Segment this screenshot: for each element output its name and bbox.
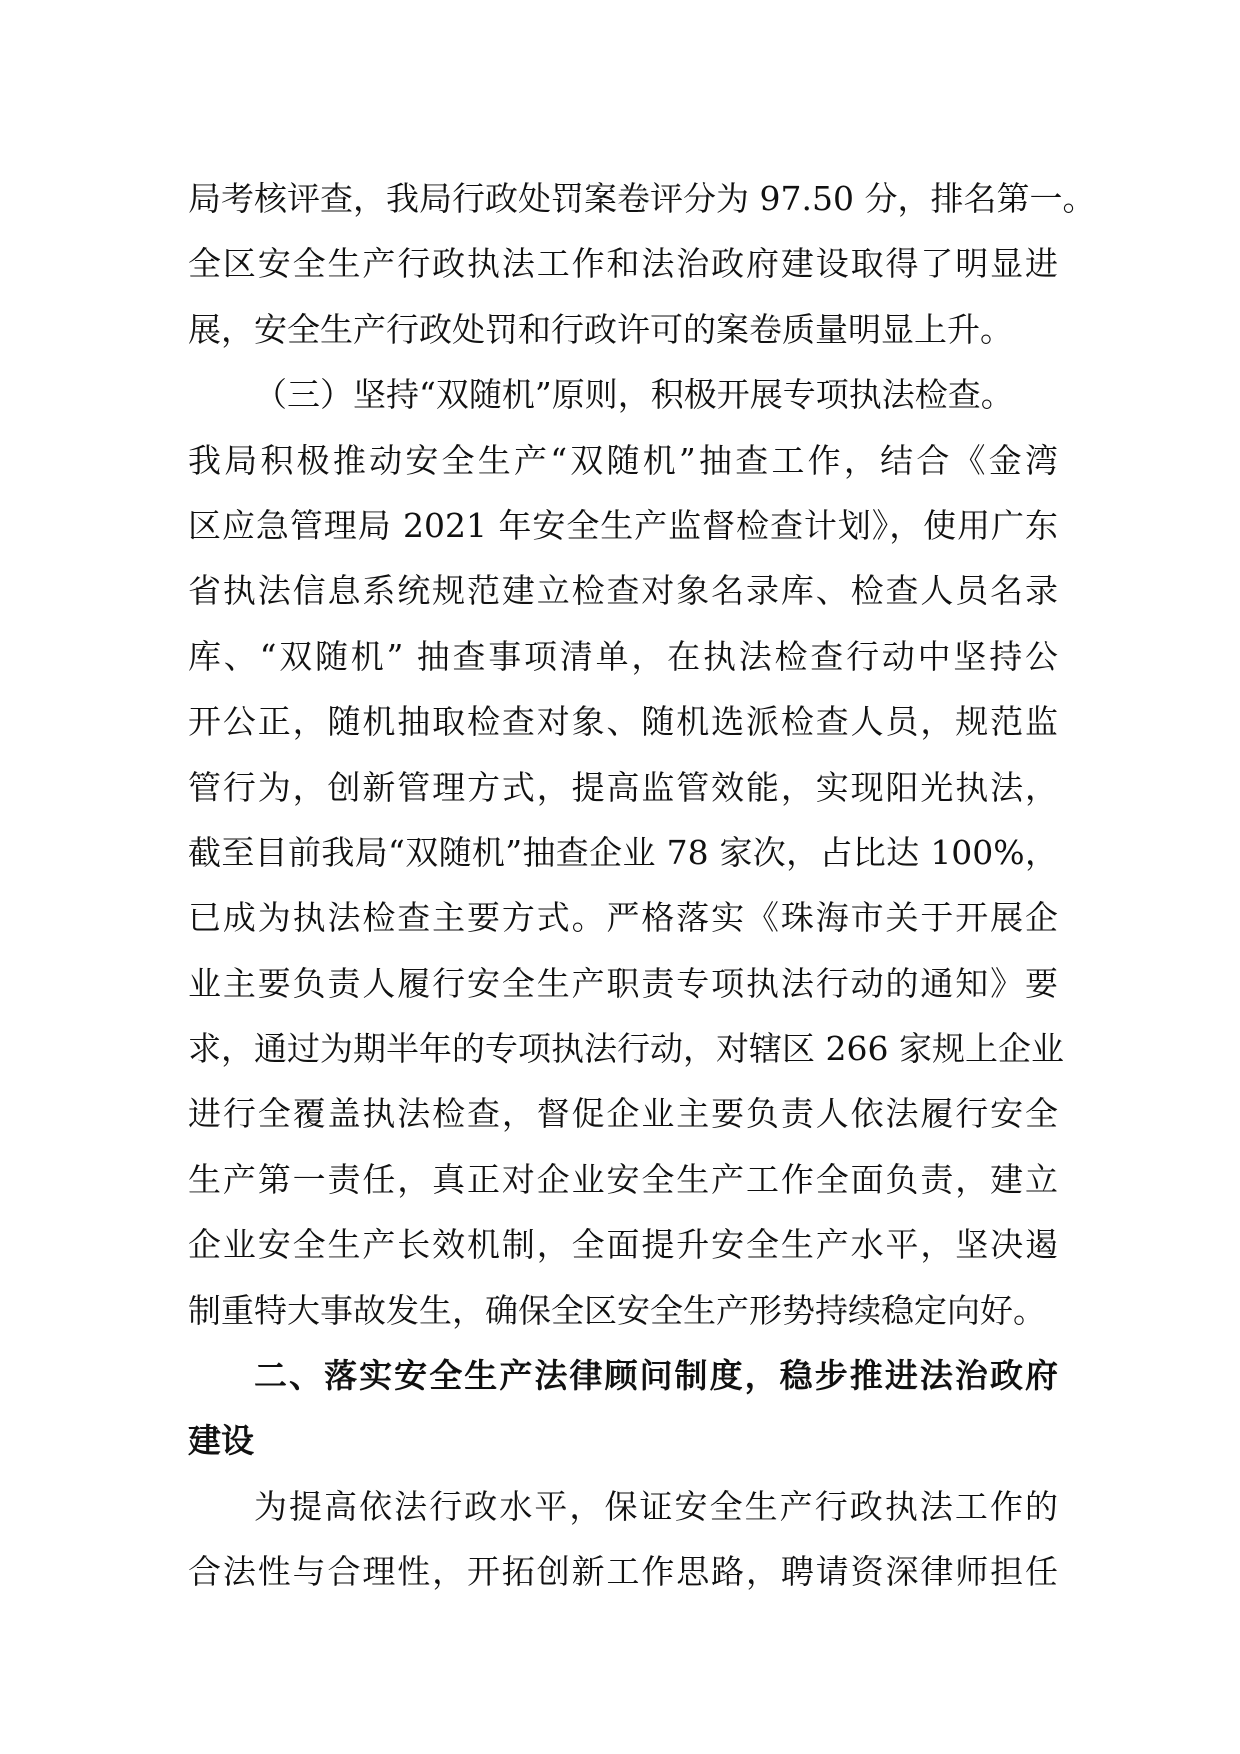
document-body	[188, 166, 1096, 1605]
text-line: 管行为，创新管理方式，提高监管效能，实现阳光执法，	[188, 767, 1058, 807]
text-line: 合法性与合理性，开拓创新工作思路，聘请资深律师担任	[188, 1552, 1058, 1592]
text-line: 展，安全生产行政处罚和行政许可的案卷质量明显上升。	[188, 309, 1013, 349]
text-line: 制重特大事故发生，确保全区安全生产形势持续稳定向好。	[188, 1290, 1046, 1330]
text-line: 截至目前我局“双随机”抽查企业 78 家次，占比达 100%，	[188, 832, 1058, 872]
text-line: 我局积极推动安全生产“双随机”抽查工作，结合《金湾	[188, 440, 1058, 480]
text-line: 区应急管理局 2021 年安全生产监督检查计划》，使用广东	[188, 505, 1058, 545]
text-line: 库、“双随机” 抽查事项清单，在执法检查行动中坚持公	[188, 636, 1058, 676]
text-line: 已成为执法检查主要方式。严格落实《珠海市关于开展企	[188, 898, 1058, 938]
text-line: 省执法信息系统规范建立检查对象名录库、检查人员名录	[188, 571, 1058, 611]
text-line: 为提高依法行政水平，保证安全生产行政执法工作的	[254, 1486, 1058, 1526]
text-line: 求，通过为期半年的专项执法行动，对辖区 266 家规上企业	[188, 1029, 1064, 1069]
text-line: 开公正，随机抽取检查对象、随机选派检查人员，规范监	[188, 702, 1058, 742]
subheading-line: （三）坚持“双随机”原则，积极开展专项执法检查。	[254, 375, 1014, 415]
text-line: 生产第一责任，真正对企业安全生产工作全面负责，建立	[188, 1159, 1058, 1199]
paragraph-legal-advisor	[188, 1474, 1058, 1605]
heading-line: 建设	[188, 1421, 254, 1461]
text-line: 局考核评查，我局行政处罚案卷评分为 97.50 分，排名第一。	[188, 179, 1096, 218]
text-line: 全区安全生产行政执法工作和法治政府建设取得了明显进	[188, 244, 1058, 284]
paragraph-double-random	[188, 362, 1064, 1343]
section-heading	[188, 1343, 1058, 1474]
heading-line: 二、落实安全生产法律顾问制度，稳步推进法治政府	[254, 1356, 1058, 1396]
text-line: 进行全覆盖执法检查，督促企业主要负责人依法履行安全	[188, 1094, 1058, 1134]
text-line: 业主要负责人履行安全生产职责专项执法行动的通知》要	[188, 963, 1058, 1003]
paragraph-case-review	[188, 166, 1096, 362]
text-line: 企业安全生产长效机制，全面提升安全生产水平，坚决遏	[188, 1225, 1058, 1265]
